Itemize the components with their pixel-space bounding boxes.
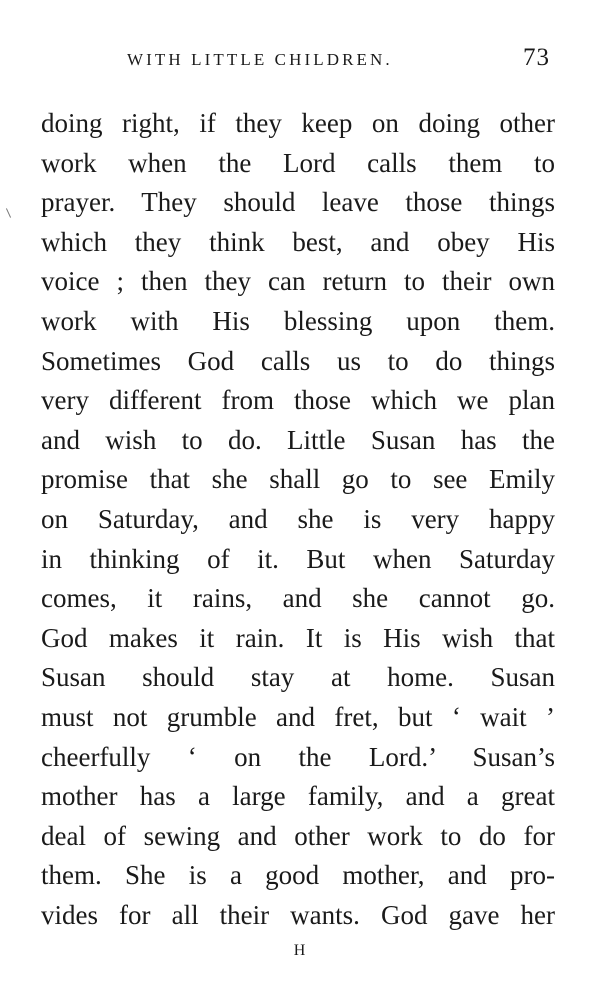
text-line: Sometimes God calls us to do things (41, 345, 555, 376)
text-line: on Saturday, and she is very happy (41, 503, 555, 534)
text-line: God makes it rain. It is His wish that (41, 622, 555, 653)
signature-mark: H (293, 942, 307, 959)
stray-ink-mark (6, 208, 11, 217)
text-line: doing right, if they keep on doing other (41, 108, 555, 138)
text-line: and wish to do. Little Susan has the (41, 424, 555, 455)
text-line: work when the Lord calls them to (41, 147, 555, 178)
text-line: voice ; then they can return to their own (41, 266, 555, 297)
text-line: must not grumble and fret, but ‘ wait ’ (41, 701, 555, 732)
text-line: cheerfully ‘ on the Lord.’ Susan’s (41, 741, 555, 772)
text-line: very different from those which we plan (41, 385, 555, 416)
text-line: prayer. They should leave those things (41, 187, 555, 218)
text-line: deal of sewing and other work to do for (41, 820, 555, 851)
running-title: WITH LITTLE CHILDREN. (127, 50, 393, 69)
text-line: Susan should stay at home. Susan (41, 662, 555, 693)
text-line: vides for all their wants. God gave her (41, 899, 555, 930)
running-head (0, 44, 600, 78)
body-text (41, 104, 555, 935)
text-line: them. She is a good mother, and pro- (41, 860, 555, 891)
text-line: mother has a large family, and a great (41, 781, 555, 812)
text-line: promise that she shall go to see Emily (41, 464, 555, 495)
text-line: work with His blessing upon them. (41, 305, 555, 336)
page-number: 73 (523, 44, 550, 71)
text-line: which they think best, and obey His (41, 226, 555, 257)
text-line: in thinking of it. But when Saturday (41, 543, 555, 574)
text-line: comes, it rains, and she cannot go. (41, 583, 555, 614)
